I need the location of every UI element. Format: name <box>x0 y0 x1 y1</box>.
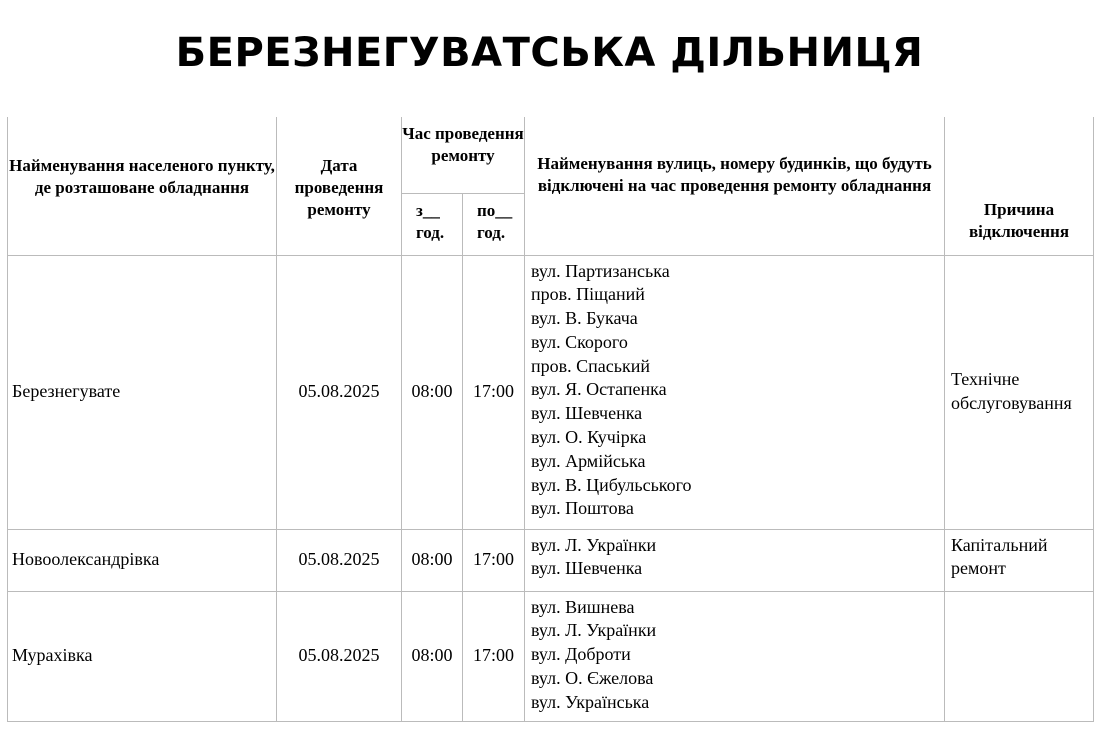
time-to-cell: 17:00 <box>463 591 525 721</box>
street-item: вул. Українська <box>531 691 650 712</box>
header-date: Дата проведення ремонту <box>277 117 402 255</box>
reason-cell: Технічне обслуговування <box>945 255 1094 529</box>
header-streets: Найменування вулиць, номеру будинків, що будуть відключені на час проведення ремонту обладнання <box>525 117 945 255</box>
street-item: вул. Вишнева <box>531 596 635 617</box>
time-to-cell: 17:00 <box>463 529 525 591</box>
header-row-1 <box>8 117 1094 193</box>
street-item: вул. Поштова <box>531 498 634 519</box>
street-item: вул. Доброти <box>531 644 631 665</box>
streets-cell <box>525 591 945 721</box>
table-row <box>8 255 1094 529</box>
place-cell: Березнегувате <box>8 255 277 529</box>
time-from-cell: 08:00 <box>402 255 463 529</box>
street-item: пров. Піщаний <box>531 284 645 305</box>
street-item: вул. Я. Остапенка <box>531 379 667 400</box>
street-item: вул. Скорого <box>531 331 628 352</box>
place-cell: Мурахівка <box>8 591 277 721</box>
streets-cell <box>525 529 945 591</box>
place-cell: Новоолександрівка <box>8 529 277 591</box>
street-item: вул. В. Цибульського <box>531 474 692 495</box>
date-cell: 05.08.2025 <box>277 529 402 591</box>
street-item: пров. Спаський <box>531 355 650 376</box>
header-reason-spacer <box>945 117 1094 193</box>
street-item: вул. Армійська <box>531 450 646 471</box>
street-item: вул. Л. Українки <box>531 620 657 641</box>
reason-cell <box>945 591 1094 721</box>
time-to-cell: 17:00 <box>463 255 525 529</box>
header-time: Час проведення ремонту <box>402 117 525 193</box>
street-item: вул. Л. Українки <box>531 534 657 555</box>
date-cell: 05.08.2025 <box>277 591 402 721</box>
page-title: БЕРЕЗНЕГУВАТСЬКА ДІЛЬНИЦЯ <box>175 30 924 76</box>
date-cell: 05.08.2025 <box>277 255 402 529</box>
time-from-cell: 08:00 <box>402 591 463 721</box>
time-from-cell: 08:00 <box>402 529 463 591</box>
header-reason: Причина відключення <box>945 193 1094 255</box>
outage-table <box>7 117 1094 722</box>
street-item: вул. О. Кучірка <box>531 427 647 448</box>
street-item: вул. В. Букача <box>531 308 638 329</box>
header-to: по__ год. <box>463 193 525 255</box>
header-place: Найменування населеного пункту, де розташоване обладнання <box>8 117 277 255</box>
street-item: вул. Шевченка <box>531 558 643 579</box>
street-item: вул. Шевченка <box>531 403 643 424</box>
header-from: з__ год. <box>402 193 463 255</box>
table-row <box>8 529 1094 591</box>
table-row <box>8 591 1094 721</box>
street-item: вул. О. Єжелова <box>531 667 654 688</box>
reason-cell: Капітальний ремонт <box>945 529 1094 591</box>
streets-cell <box>525 255 945 529</box>
street-item: вул. Партизанська <box>531 260 670 281</box>
